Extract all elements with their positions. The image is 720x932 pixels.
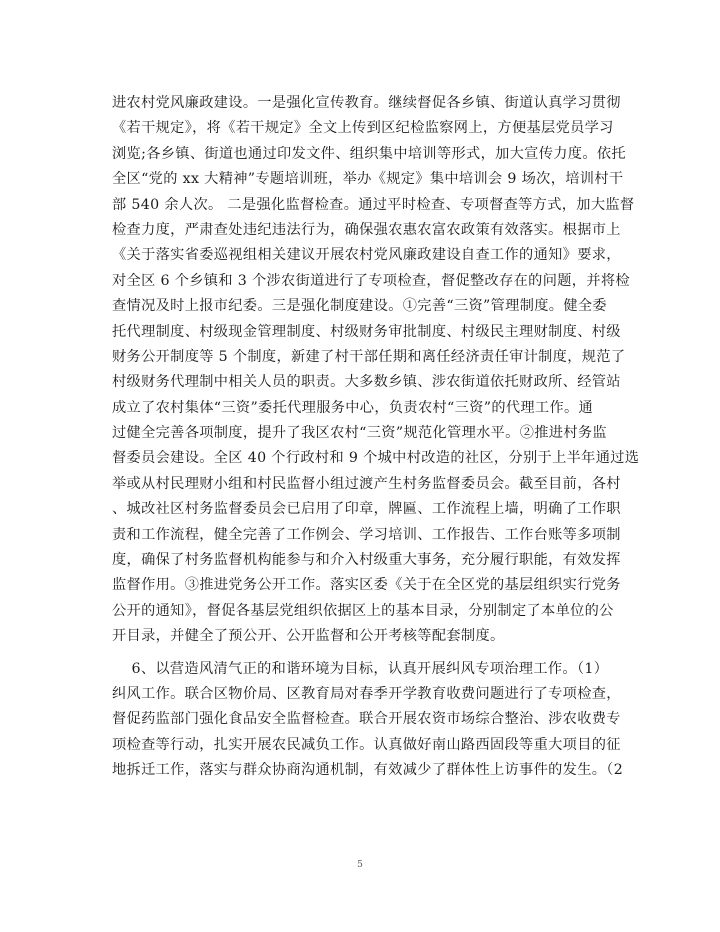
text-line: 举或从村民理财小组和村民监督小组过渡产生村务监督委员会。截至目前，各村 [112,475,621,492]
text-line: 督委员会建设。全区 40 个行政村和 9 个城中村改造的社区，分别于上半年通过选 [112,450,640,467]
text-line: 地拆迁工作，落实与群众协商沟通机制，有效减少了群体性上访事件的发生。（2 [112,762,624,779]
text-line: 部 540 余人次。 二是强化监督检查。通过平时检查、专项督查等方式，加大监督 [112,196,635,213]
text-line: 托代理制度、村级现金管理制度、村级财务审批制度、村级民主理财制度、村级 [112,323,621,340]
text-line: 《若干规定》，将《若干规定》全文上传到区纪检监察网上，方便基层党员学习 [112,120,614,137]
text-line: 检查力度，严肃查处违纪违法行为，确保强农惠农富农政策有效落实。根据市上 [112,221,621,238]
text-line: 度，确保了村务监督机构能参与和介入村级重大事务，充分履行职能，有效发挥 [112,552,621,569]
text-line: 开目录，并健全了预公开、公开监督和公开考核等配套制度。 [112,628,505,645]
text-line: 查情况及时上报市纪委。三是强化制度建设。①完善“三资”管理制度。健全委 [112,298,607,315]
text-line: 对全区 6 个乡镇和 3 个涉农街道进行了专项检查，督促整改存在的问题，并将检 [112,272,630,289]
text-line: 督促药监部门强化食品安全监督检查。联合开展农资市场综合整治、涉农收费专 [112,711,621,728]
page-number: 5 [357,860,363,870]
text-line: 村级财务代理制中相关人员的职责。大多数乡镇、涉农街道依托财政所、经管站 [112,374,621,391]
text-line: 过健全完善各项制度，提升了我区农村“三资”规范化管理水平。②推进村务监 [112,425,607,442]
text-line: 浏览;各乡镇、街道也通过印发文件、组织集中培训等形式，加大宣传力度。依托 [112,145,626,162]
text-line: 全区“党的 xx 大精神”专题培训班，举办《规定》集中培训会 9 场次，培训村干 [112,171,624,188]
text-line: 《关于落实省委巡视组相关建议开展农村党风廉政建设自查工作的通知》要求， [112,247,621,264]
text-line: 成立了农村集体“三资”委托代理服务中心，负责农村“三资”的代理工作。通 [112,399,594,416]
text-line: 责和工作流程，健全完善了工作例会、学习培训、工作报告、工作台账等多项制 [112,526,621,543]
text-line: 纠风工作。联合区物价局、区教育局对春季开学教育收费问题进行了专项检查， [112,685,621,702]
body-text [112,91,640,784]
section-heading-line: 6、以营造风清气正的和谐环境为目标，认真开展纠风专项治理工作。（1） [112,660,609,677]
text-line: 项检查等行动，扎实开展农民减负工作。认真做好南山路西固段等重大项目的征 [112,736,621,753]
text-line: 财务公开制度等 5 个制度，新建了村干部任期和离任经济责任审计制度，规范了 [112,348,626,365]
text-line: 、城改社区村务监督委员会已启用了印章，牌匾、工作流程上墙，明确了工作职 [112,501,621,518]
text-line: 公开的通知》，督促各基层党组织依据区上的基本目录，分别制定了本单位的公 [112,602,614,619]
text-line: 监督作用。③推进党务公开工作。落实区委《关于在全区党的基层组织实行党务 [112,577,621,594]
text-line: 进农村党风廉政建设。一是强化宣传教育。继续督促各乡镇、街道认真学习贯彻 [112,95,621,111]
